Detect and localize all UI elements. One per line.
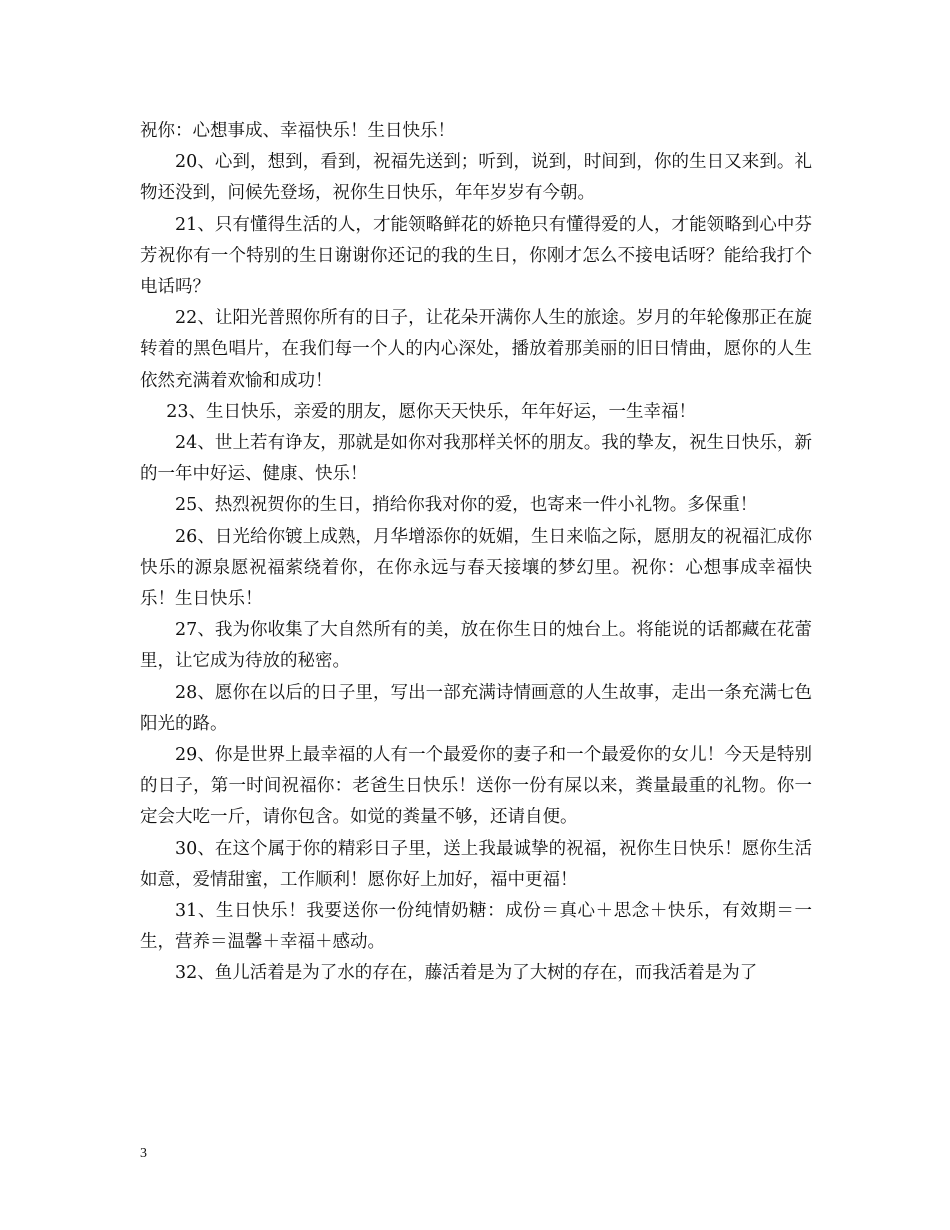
paragraph-20: 20、心到，想到，看到，祝福先送到；听到，说到，时间到，你的生日又来到。礼物还没到，问候先登场，祝你生日快乐，年年岁岁有今朝。 — [140, 152, 812, 204]
paragraph-continuation: 祝你：心想事成、幸福快乐！生日快乐！ — [140, 121, 455, 141]
paragraph-30: 30、在这个属于你的精彩日子里，送上我最诚挚的祝福，祝你生日快乐！愿你生活如意，爱情甜蜜，工作顺利！愿你好上加好，福中更福！ — [140, 838, 812, 890]
paragraph-24: 24、世上若有诤友，那就是如你对我那样关怀的朋友。我的挚友，祝生日快乐，新的一年中好运、健康、快乐！ — [140, 433, 812, 485]
paragraph-22: 22、让阳光普照你所有的日子，让花朵开满你人生的旅途。岁月的年轮像那正在旋转着的黑色唱片，在我们每一个人的内心深处，播放着那美丽的旧日情曲，愿你的人生依然充满着欢愉和成功！ — [140, 308, 812, 391]
paragraph-23: 23、生日快乐，亲爱的朋友，愿你天天快乐，年年好运，一生幸福！ — [166, 401, 697, 422]
page-number: 3 — [140, 1146, 147, 1161]
paragraph-29: 29、你是世界上最幸福的人有一个最爱你的妻子和一个最爱你的女儿！今天是特别的日子，第一时间祝福你：老爸生日快乐！送你一份有屎以来，粪量最重的礼物。你一定会大吃一斤，请你包含。如觉的粪量不够，还请自便。 — [140, 745, 812, 828]
paragraph-32: 32、鱼儿活着是为了水的存在，藤活着是为了大树的存在，而我活着是为了 — [175, 963, 758, 984]
paragraph-28: 28、愿你在以后的日子里，写出一部充满诗情画意的人生故事，走出一条充满七色阳光的路。 — [140, 682, 812, 734]
paragraph-21: 21、只有懂得生活的人，才能领略鲜花的娇艳只有懂得爱的人，才能领略到心中芬芳祝你有一个特别的生日谢谢你还记的我的生日，你刚才怎么不接电话呀？能给我打个电话吗？ — [140, 214, 812, 298]
paragraph-25: 25、热烈祝贺你的生日，捎给你我对你的爱，也寄来一件小礼物。多保重！ — [175, 495, 758, 516]
paragraph-27: 27、我为你收集了大自然所有的美，放在你生日的烛台上。将能说的话都藏在花蕾里，让它成为待放的秘密。 — [140, 620, 812, 672]
paragraph-31: 31、生日快乐！我要送你一份纯情奶糖：成份＝真心＋思念＋快乐，有效期＝一生，营养＝温馨＋幸福＋感动。 — [140, 901, 812, 953]
document-body — [140, 116, 812, 990]
paragraph-26: 26、日光给你镀上成熟，月华增添你的妩媚，生日来临之际，愿朋友的祝福汇成你快乐的源泉愿祝福萦绕着你，在你永远与春天接壤的梦幻里。祝你：心想事成幸福快乐！生日快乐！ — [140, 526, 812, 610]
